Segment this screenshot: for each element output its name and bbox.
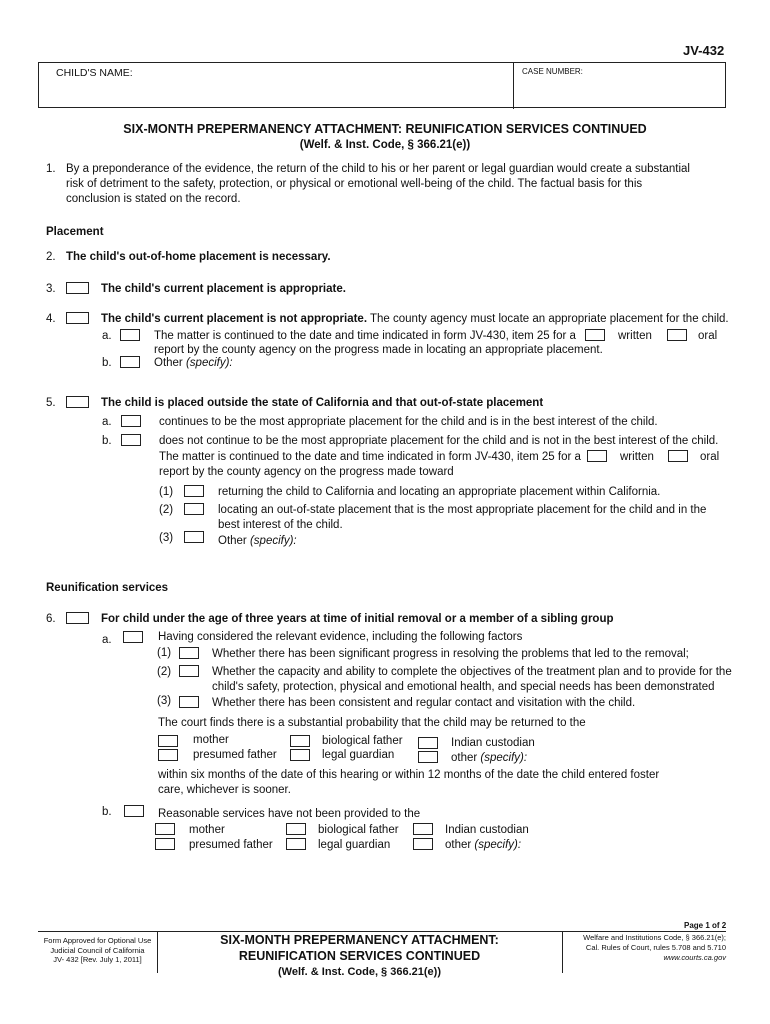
item6b-other-label: other [445,839,475,851]
footer-center-line1: SIX-MONTH PREPERMANENCY ATTACHMENT: [220,933,499,947]
item4a-label: a. [102,330,112,342]
child-name-label: CHILD'S NAME: [56,67,133,79]
item5b-line2: The matter is continued to the date and time indicated in form JV-430, item 25 for a [159,451,581,463]
item5-sub2-checkbox[interactable] [184,503,204,515]
item6a-bio-father-label: biological father [322,735,403,747]
item6-factor1-text: Whether there has been significant progress in resolving the problems that led to the removal; [212,648,689,660]
footer-center [157,932,562,980]
item6b-presumed-father-label: presumed father [189,839,273,851]
item6-within-line1: within six months of the date of this hearing or within 12 months of the date the child entered foster [158,769,660,781]
item5-sub3-label: (3) [159,532,174,544]
item6-within-line2: care, whichever is sooner. [158,784,291,796]
item6a-other-label: other [451,752,481,764]
item5-oral-checkbox[interactable] [668,450,688,462]
item6b-mother-label: mother [189,824,225,836]
item5-written-checkbox[interactable] [587,450,607,462]
item6a-indian-label: Indian custodian [451,737,535,749]
item6-number: 6. [46,613,56,625]
item6b-bio-father-checkbox[interactable] [286,823,306,835]
header-divider [513,63,514,109]
footer-left-line3: JV- 432 [Rev. July 1, 2011] [53,955,142,964]
item3-number: 3. [46,283,56,295]
item6b-legal-guardian-checkbox[interactable] [286,838,306,850]
item5b-line1: does not continue to be the most appropriate placement for the child and is not in the best interest of the child. [159,435,719,447]
item6-text: For child under the age of three years at time of initial removal or a member of a sibling group [101,613,614,625]
item6a-other-text [451,752,527,764]
item6b-specify: (specify): [474,839,522,851]
item6-finds-text: The court finds there is a substantial probability that the child may be returned to the [158,717,586,729]
item5-sub1-checkbox[interactable] [184,485,204,497]
item4-bold: The child's current placement is not appropriate. [101,313,368,325]
item4a-checkbox[interactable] [120,329,140,341]
item5a-text: continues to be the most appropriate placement for the child and is in the best interest of the child. [159,416,658,428]
item6b-presumed-father-checkbox[interactable] [155,838,175,850]
item6b-other-text [445,839,521,851]
item6a-text: Having considered the relevant evidence, including the following factors [158,631,523,643]
item6a-label: a. [102,634,112,646]
footer-left-line2: Judicial Council of California [50,945,145,955]
page-title: SIX-MONTH PREPERMANENCY ATTACHMENT: REUNIFICATION SERVICES CONTINUED [123,122,647,136]
footer-right [562,933,726,963]
item6a-bio-father-checkbox[interactable] [290,735,310,747]
item6b-label: b. [102,806,112,818]
item5-text: The child is placed outside the state of California and that out-of-state placement [101,397,544,409]
item4a-line1: The matter is continued to the date and time indicated in form JV-430, item 25 for a [154,330,576,342]
item6-factor2-label: (2) [157,666,172,678]
item5-checkbox[interactable] [66,396,89,408]
item5b-label: b. [102,435,112,447]
item5a-checkbox[interactable] [121,415,141,427]
item4b-other: Other [154,357,186,369]
page-number: Page 1 of 2 [684,921,727,930]
reunification-heading: Reunification services [46,582,169,594]
item4-written-checkbox[interactable] [585,329,605,341]
item6-factor2-checkbox[interactable] [179,665,199,677]
item6-factor1-checkbox[interactable] [179,647,199,659]
item5-sub3-specify: (specify): [249,535,297,547]
item6a-checkbox[interactable] [123,631,143,643]
item5-sub2-line1: locating an out-of-state placement that is the most appropriate placement for the child and in the [218,504,707,516]
item4b-label: b. [102,357,112,369]
item6b-mother-checkbox[interactable] [155,823,175,835]
footer-right-line1: Welfare and Institutions Code, § 366.21(e); [583,933,726,942]
item6a-indian-checkbox[interactable] [418,737,438,749]
placement-heading: Placement [46,226,104,238]
item4-rest: The county agency must locate an appropriate placement for the child. [367,313,729,325]
item1-number: 1. [46,163,56,175]
item5-sub2-line2: best interest of the child. [218,519,343,531]
item4b-specify: (specify): [185,357,233,369]
item6b-indian-label: Indian custodian [445,824,529,836]
item6a-legal-guardian-checkbox[interactable] [290,749,310,761]
footer-center-line3: (Welf. & Inst. Code, § 366.21(e)) [277,966,441,978]
case-number-field[interactable] [518,80,722,104]
item4-number: 4. [46,313,56,325]
item6a-presumed-father-checkbox[interactable] [158,749,178,761]
item6b-indian-checkbox[interactable] [413,823,433,835]
item6a-legal-guardian-label: legal guardian [322,749,395,761]
item1-line1: By a preponderance of the evidence, the return of the child to his or her parent or legal guardian would create a substantial [66,163,690,175]
item5-sub2-label: (2) [159,504,174,516]
item6-factor3-label: (3) [157,695,172,707]
item6b-bio-father-label: biological father [318,824,399,836]
item5-oral-label: oral [700,451,720,463]
item5-written-label: written [620,451,654,463]
item6-factor1-label: (1) [157,647,172,659]
footer-center-line2: REUNIFICATION SERVICES CONTINUED [238,949,481,963]
item1-line2: risk of detriment to the safety, protection, or physical or emotional well-being of the child. The factual basis for this [66,178,643,190]
form-id: JV-432 [683,43,725,58]
footer-left-line1: Form Approved for Optional Use [43,936,152,945]
item6-factor2-line2: child's safety, protection, physical and emotional health, and special needs has been demonstrated [212,681,715,693]
item4b-text [154,357,233,369]
item2-number: 2. [46,251,56,263]
item5b-line3: report by the county agency on the progress made toward [159,466,454,478]
item4-text [101,313,729,325]
item5-sub1-label: (1) [159,486,174,498]
item6b-text: Reasonable services have not been provided to the [158,808,421,820]
item3-checkbox[interactable] [66,282,89,294]
item6b-other-checkbox[interactable] [413,838,433,850]
footer-right-website[interactable]: www.courts.ca.gov [663,953,726,962]
item5-sub1-text: returning the child to California and locating an appropriate placement within California. [218,486,661,498]
item6a-presumed-father-label: presumed father [193,749,277,761]
item2-text: The child's out-of-home placement is necessary. [66,251,331,263]
item5-number: 5. [46,397,56,409]
item6-factor3-checkbox[interactable] [179,696,199,708]
item4a-line2: report by the county agency on the progress made in locating an appropriate placement. [154,344,603,356]
item1-line3: conclusion is stated on the record. [66,193,241,205]
item6-checkbox[interactable] [66,612,89,624]
item6b-checkbox[interactable] [124,805,144,817]
item6a-other-checkbox[interactable] [418,751,438,763]
case-number-label: CASE NUMBER: [522,67,583,76]
item5b-checkbox[interactable] [121,434,141,446]
page-subtitle: (Welf. & Inst. Code, § 366.21(e)) [299,139,471,151]
item6a-mother-label: mother [193,734,229,746]
item4-oral-label: oral [698,330,718,342]
item4b-checkbox[interactable] [120,356,140,368]
item6a-specify: (specify): [480,752,528,764]
item3-text: The child's current placement is appropriate. [101,283,346,295]
item5a-label: a. [102,416,112,428]
item4-oral-checkbox[interactable] [667,329,687,341]
item4-written-label: written [618,330,652,342]
item4-checkbox[interactable] [66,312,89,324]
item6-factor3-text: Whether there has been consistent and regular contact and visitation with the child. [212,697,636,709]
child-name-field[interactable] [42,84,512,104]
item6b-legal-guardian-label: legal guardian [318,839,391,851]
footer-right-line2: Cal. Rules of Court, rules 5.708 and 5.710 [585,943,726,952]
item5-sub3-checkbox[interactable] [184,531,204,543]
item5-sub3-other: Other [218,535,250,547]
item5-sub3-text [218,535,297,547]
footer-left [38,936,157,965]
item6-factor2-line1: Whether the capacity and ability to complete the objectives of the treatment plan and to provide for the [212,666,732,678]
item6a-mother-checkbox[interactable] [158,735,178,747]
